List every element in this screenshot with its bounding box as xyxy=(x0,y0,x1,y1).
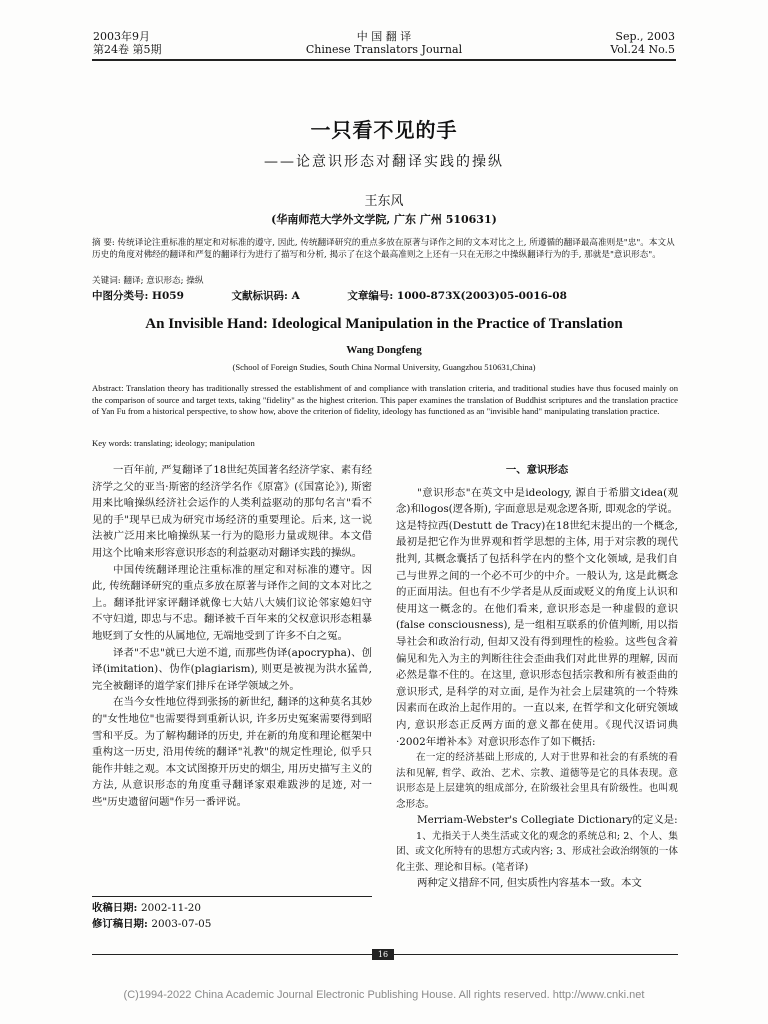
dates-rule xyxy=(92,896,372,897)
article-dates xyxy=(92,900,211,932)
journal-name-zh: 中 国 翻 译 xyxy=(356,30,412,43)
article-title-zh: 一只看不见的手 xyxy=(310,118,458,142)
body-paragraph: 中国传统翻译理论注重标准的厘定和对标准的遵守。因此, 传统翻译研究的重点多放在原著与译作之间的文本对比之上。翻译批评家评翻译就像七大姑八大姨们议论邻家媳妇守不守妇道, 即忠与不忠。翻译被千百年来的父权意识形态粗暴地贬到了女性的从属地位, 无端地受到了许多不白之冤。 xyxy=(92,563,372,642)
journal-name-en: Chinese Translators Journal xyxy=(305,43,463,56)
header-right xyxy=(610,30,675,56)
body-paragraph: "意识形态"在英文中是ideology, 源自于希腊文idea(观念)和logos(逻各斯), 字面意思是观念逻各斯, 即观念的学说。这是特拉西(Destutt de Tracy)在18世纪末提出的一个概念, 最初是把它作为世界观和哲学思想的主体, 用于对宗教的现代批判, 其概念囊括了包括科学在内的整个文化领域, 是我们自己与世界之间的一个必不可少的中介。一般认为, 这是此概念的正面用法。但也有不少学者是从反面或贬义的角度上认识和使用这一概念的。在他们看来, 意识形态是一种虚假的意识(false consciousness), 是一组相互联系的价值判断, 用以指导社会和政治行动, 但却又没有得到理性的检验。这些包含着偏见和先入为主的判断往往会歪曲我们对此世界的理解, 因而必然是靠不住的。在这里, 意识形态包括宗教和所有被歪曲的意识形式, 是科学的对立面, 是作为社会上层建筑的一个特殊因素而在政治上起作用的。一直以来, 在哲学和文化研究领域内, 意识形态正反两方面的意义都在使用。《现代汉语词典·2002年增补本》对意识形态作了如下概括: xyxy=(396,486,678,748)
section-heading: 一、意识形态 xyxy=(505,464,569,476)
author-name-zh: 王东风 xyxy=(364,194,404,209)
page-number: 16 xyxy=(372,949,394,960)
header-left xyxy=(93,30,162,56)
header-center xyxy=(300,30,468,56)
abstract-zh: 摘 要: 传统译论注重标准的厘定和对标准的遵守, 因此, 传统翻译研究的重点多放在原著与译作之间的文本对比之上, 所遵循的翻译最高准则是"忠"。本文从历史的角度对佛经的翻译和严复的翻译行为进行了描写和分析, 揭示了在这个最高准则之上还有一只在无形之中操纵翻译行为的手, 那就是"意识形态"。 xyxy=(92,238,675,260)
header-rule xyxy=(92,59,676,61)
article-subtitle-zh: ——论意识形态对翻译实践的操纵 xyxy=(264,154,504,170)
body-column-right xyxy=(396,462,678,892)
revised-value: 2003-07-05 xyxy=(151,918,212,930)
issue-date-en: Sep., 2003 xyxy=(615,30,675,43)
article-title-en: An Invisible Hand: Ideological Manipulation in the Practice of Translation xyxy=(145,316,623,332)
received-label: 收稿日期: xyxy=(92,902,138,914)
body-paragraph: 一百年前, 严复翻译了18世纪英国著名经济学家、素有经济学之父的亚当·斯密的经济学名作《原富》(《国富论》), 斯密用来比喻操纵经济社会运作的人类利益驱动的那句名言"看不见的手"现早已成为研究市场经济的重要理论。后来, 这一说法被广泛用来比喻操纵某一行为的隐形力量或规律。本文借用这个比喻来形容意识形态的利益驱动对翻译实践的操纵。 xyxy=(92,464,372,559)
classification-row xyxy=(92,290,678,303)
volume-issue-en: Vol.24 No.5 xyxy=(610,43,675,56)
keywords-en: Key words: translating; ideology; manipulation xyxy=(92,438,255,448)
body-paragraph: 两种定义措辞不同, 但实质性内容基本一致。本文 xyxy=(417,877,642,890)
received-value: 2002-11-20 xyxy=(141,902,201,914)
body-paragraph: Merriam-Webster's Collegiate Dictionary的定义是: xyxy=(417,814,678,827)
keywords-zh: 关键词: 翻译; 意识形态; 操纵 xyxy=(92,276,204,286)
body-paragraph: 在当今女性地位得到张扬的新世纪, 翻译的这种莫名其妙的"女性地位"也需要得到重新认识, 许多历史冤案需要得到昭雪和平反。为了解构翻译的历史, 并在新的角度和理论框架中重构这一历史, 沿用传统的翻译"礼教"的规定性理论, 似乎只能作井蛙之观。本文试图撩开历史的烟尘, 用历史描写主义的方法, 从意识形态的角度重寻翻译家艰难跋涉的足迹, 对一些"历史遗留问题"作另一番评说。 xyxy=(92,696,372,808)
clc-number: 中图分类号: H059 xyxy=(92,290,184,302)
dictionary-quote: 1、尤指关于人类生活或文化的观念的系统总和; 2、个人、集团、或文化所特有的思想方式或内容; 3、形成社会政治纲领的一体化主张、理论和目标。(笔者译) xyxy=(396,830,678,873)
issue-date-zh: 2003年9月 xyxy=(93,30,150,43)
copyright-footer: (C)1994-2022 China Academic Journal Electronic Publishing House. All rights reserved. http://www.cnki.net xyxy=(123,989,645,1001)
received-date xyxy=(92,900,211,916)
author-name-en: Wang Dongfeng xyxy=(346,344,422,356)
abstract-en: Abstract: Translation theory has traditionally stressed the establishment of and compliance with translation criteria, and traditional studies have thus focused mainly on the comparison of source and target texts, taking "fidelity" as the highest criterion. This paper examines the translation of Buddhist scriptures and the translation practice of Yan Fu from a historical perspective, to show how, above the criterion of fidelity, ideology has functioned as an "invisible hand" manipulating translation practice. xyxy=(92,383,678,416)
revised-label: 修订稿日期: xyxy=(92,918,148,930)
body-paragraph: 译者"不忠"就已大逆不道, 而那些伪译(apocrypha)、创译(imitation)、伪作(plagiarism), 则更是被视为洪水猛兽, 完全被翻译的道学家们排斥在译学领域之外。 xyxy=(92,646,372,692)
volume-issue-zh: 第24卷 第5期 xyxy=(93,43,162,56)
revised-date xyxy=(92,916,211,932)
document-code: 文献标识码: A xyxy=(231,290,300,302)
author-affiliation-en: (School of Foreign Studies, South China Normal University, Guangzhou 510631,China) xyxy=(232,362,536,372)
dictionary-quote: 在一定的经济基础上形成的, 人对于世界和社会的有系统的看法和见解, 哲学、政治、艺术、宗教、道德等是它的具体表现。意识形态是上层建筑的组成部分, 在阶级社会里具有阶级性。也叫观念形态。 xyxy=(396,752,678,810)
author-affiliation-zh: (华南师范大学外文学院, 广东 广州 510631) xyxy=(271,213,497,226)
article-number: 文章编号: 1000-873X(2003)05-0016-08 xyxy=(347,290,567,302)
body-column-left xyxy=(92,462,372,810)
